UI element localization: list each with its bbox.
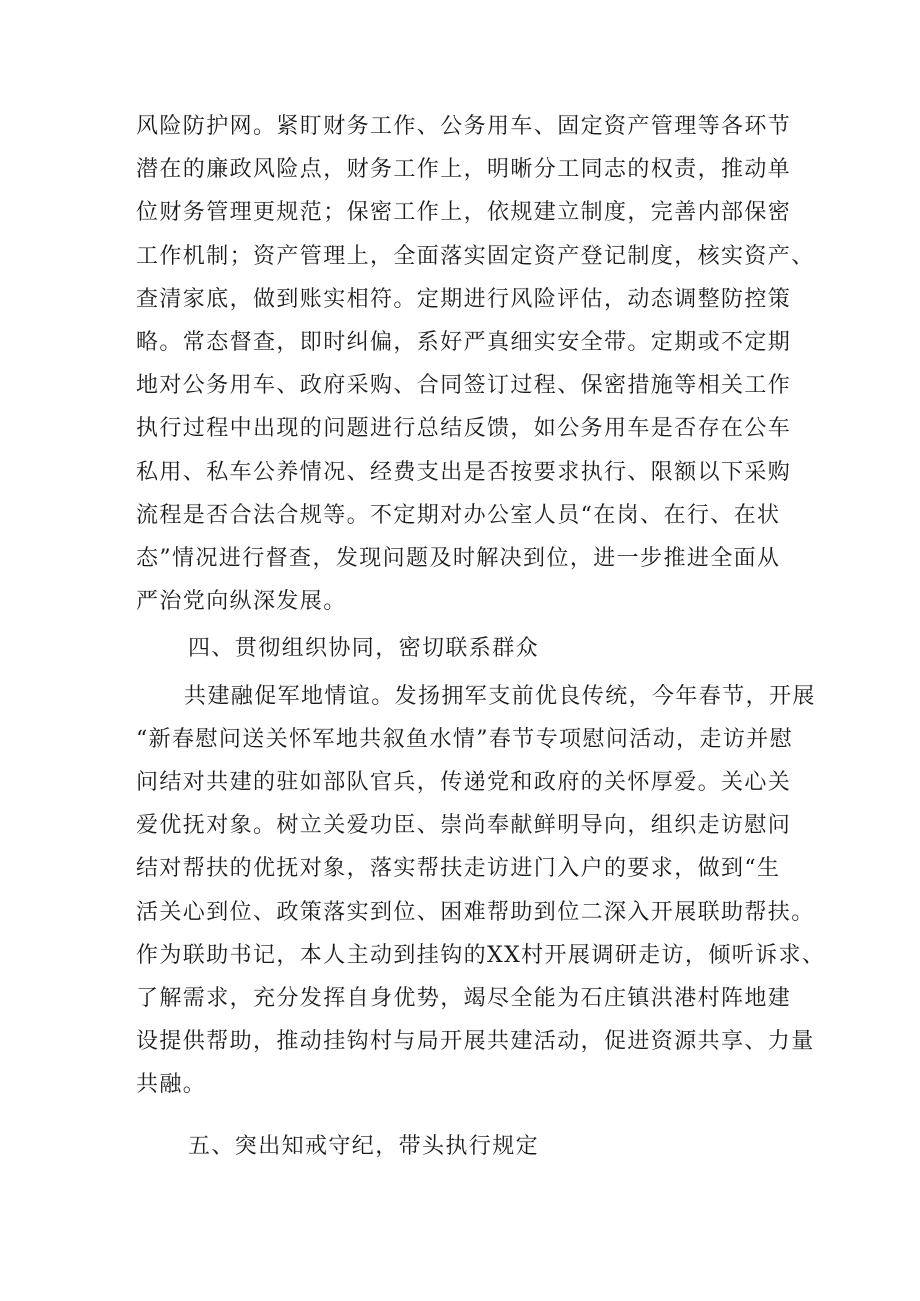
text-line: 共融。 (136, 1072, 207, 1098)
text-line: 查清家底，做到账实相符。定期进行风险评估，动态调整防控策 (136, 286, 792, 312)
text-line: 略。常态督查，即时纠偏，系好严真细实安全带。定期或不定期 (136, 330, 792, 356)
text-line: 问结对共建的驻如部队官兵，传递党和政府的关怀厚爱。关心关 (136, 770, 792, 796)
text-line: 风险防护网。紧盯财务工作、公务用车、固定资产管理等各环节 (136, 114, 792, 139)
text-line: 作为联助书记，本人主动到挂钩的XX村开展调研走访，倾听诉求、 (136, 942, 826, 968)
text-line: 私用、私车公养情况、经费支出是否按要求执行、限额以下采购 (136, 459, 792, 485)
text-line: 位财务管理更规范；保密工作上，依规建立制度，完善内部保密 (136, 200, 792, 226)
document-body (136, 105, 826, 1168)
text-line: “新春慰问送关怀军地共叙鱼水情”春节专项慰问活动，走访并慰 (136, 726, 794, 752)
text-line: 爱优抚对象。树立关爱功臣、崇尚奉献鲜明导向，组织走访慰问 (136, 813, 792, 839)
text-line: 共建融促军地情谊。发扬拥军支前优良传统，今年春节，开展 (184, 683, 816, 709)
paragraph-military-civil (136, 675, 826, 1107)
text-line: 工作机制；资产管理上，全面落实固定资产登记制度，核实资产、 (136, 243, 815, 269)
text-line: 严治党向纵深发展。 (136, 589, 347, 615)
section-heading-4: 四、贯彻组织协同，密切联系群众 (188, 636, 540, 662)
text-line: 潜在的廉政风险点，财务工作上，明晰分工同志的权责，推动单 (136, 157, 792, 183)
text-line: 地对公务用车、政府采购、合同签订过程、保密措施等相关工作 (136, 373, 792, 399)
section-heading-5: 五、突出知戒守纪，带头执行规定 (188, 1133, 540, 1159)
text-line: 活关心到位、政策落实到位、困难帮助到位二深入开展联助帮扶。 (136, 899, 815, 925)
text-line: 执行过程中出现的问题进行总结反馈，如公务用车是否存在公车 (136, 416, 792, 442)
paragraph-risk-control (136, 105, 815, 623)
text-line: 态”情况进行督查，发现问题及时解决到位，进一步推进全面从 (136, 546, 781, 572)
text-line: 了解需求，充分发挥自身优势，竭尽全能为石庄镇洪港村阵地建 (136, 986, 792, 1012)
text-line: 设提供帮助，推动挂钩村与局开展共建活动，促进资源共享、力量 (136, 1029, 815, 1055)
text-line: 结对帮扶的优抚对象，落实帮扶走访进门入户的要求，做到“生 (136, 856, 781, 882)
text-line: 流程是否合法合规等。不定期对办公室人员“在岗、在行、在状 (136, 502, 781, 528)
